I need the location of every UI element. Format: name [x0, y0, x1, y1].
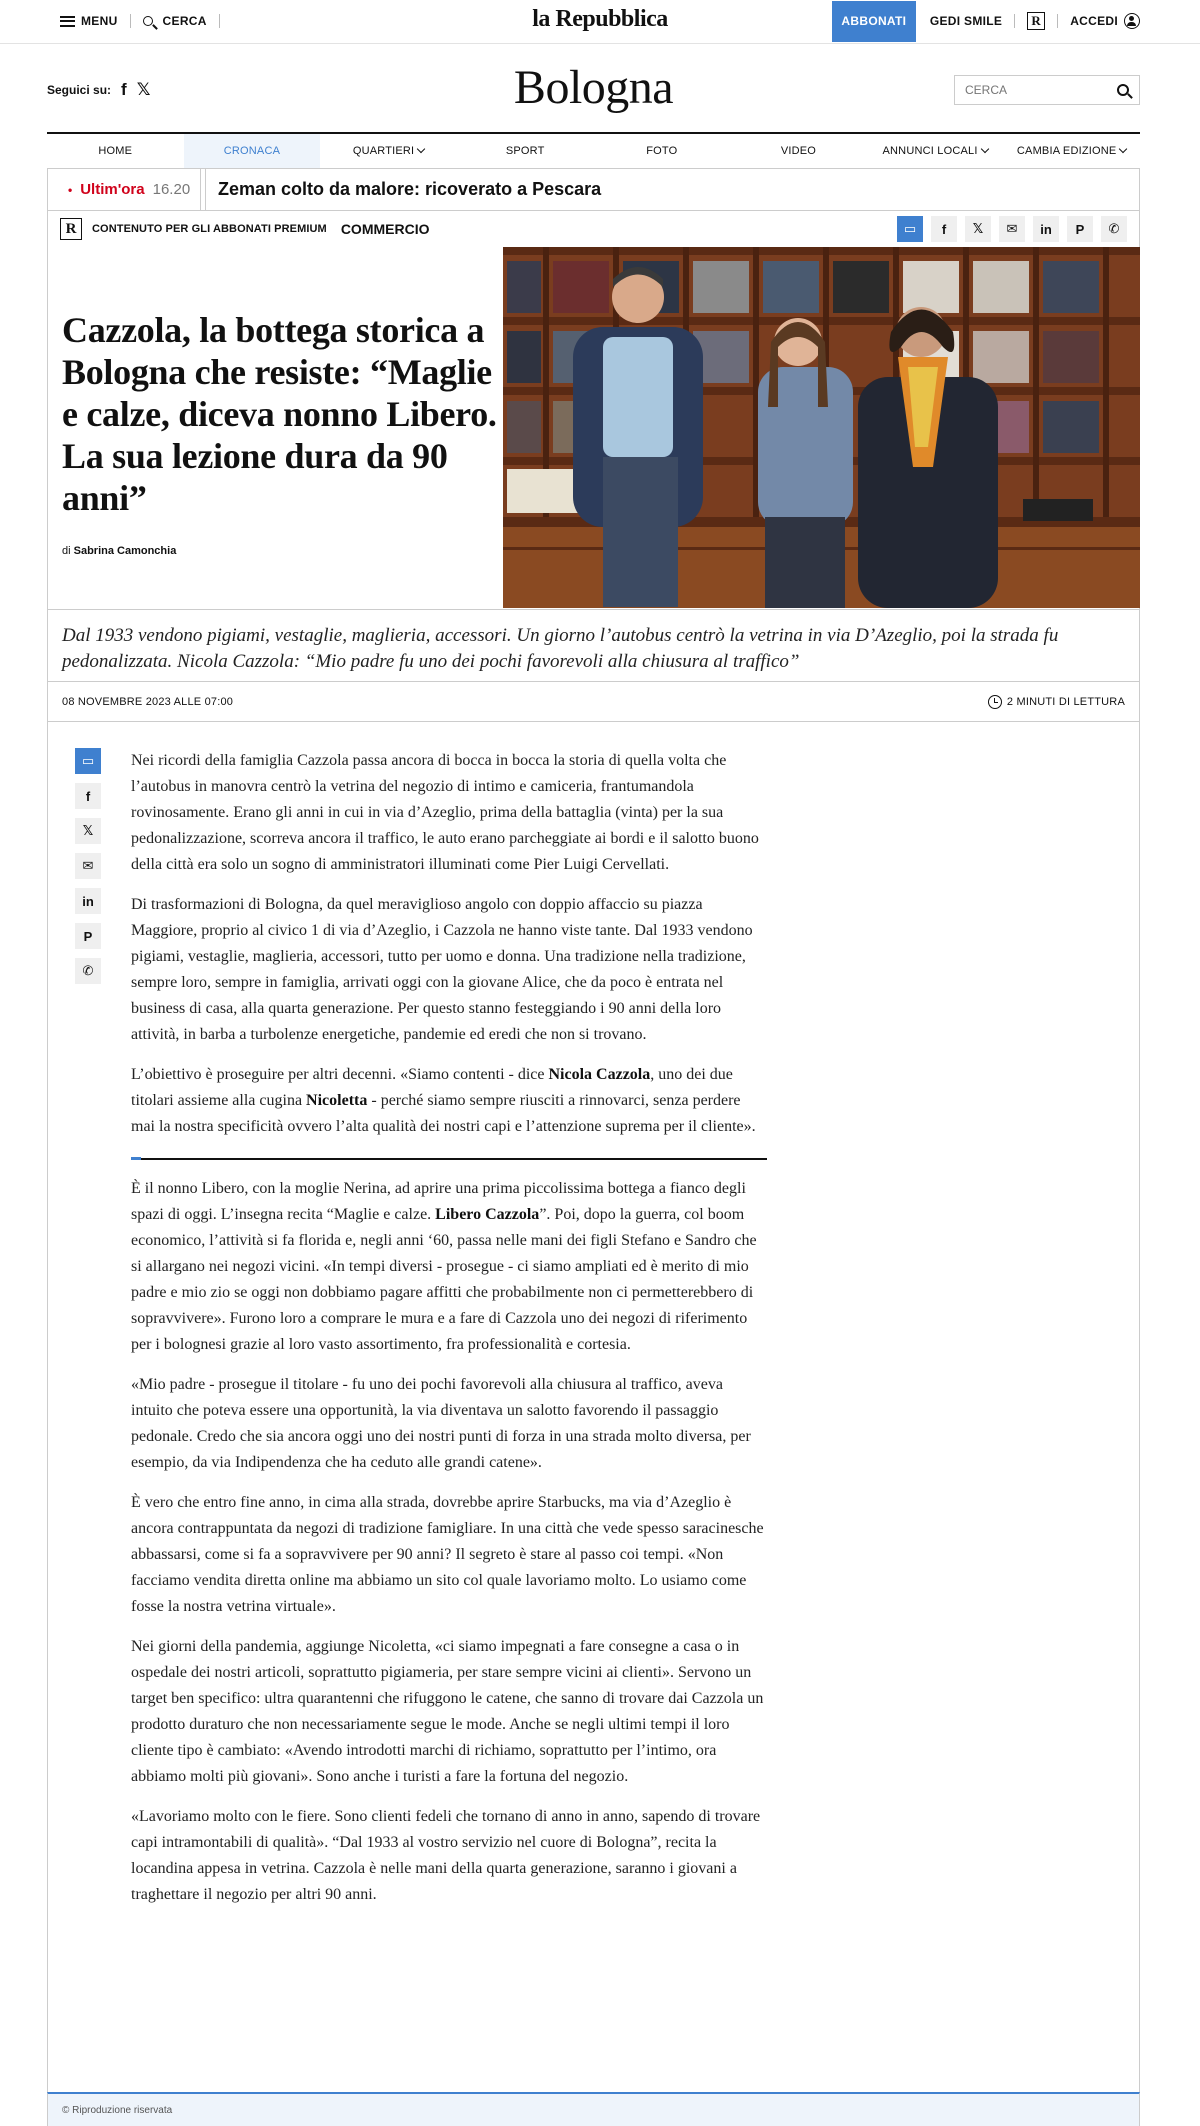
- nav-item-label: HOME: [98, 145, 133, 157]
- bold-name: Nicola Cazzola: [548, 1066, 651, 1083]
- search-icon: [143, 16, 153, 26]
- facebook-icon[interactable]: f: [931, 216, 957, 242]
- copyright-footer: [47, 2092, 1140, 2126]
- subscribe-button[interactable]: ABBONATI: [832, 1, 916, 42]
- search-icon[interactable]: [1117, 84, 1129, 96]
- text-run: L’obiettivo è proseguire per altri decenni. «Siamo contenti - dice: [131, 1066, 549, 1083]
- paragraph: [131, 1062, 767, 1140]
- search-input[interactable]: [965, 83, 1105, 97]
- whatsapp-icon[interactable]: ✆: [1101, 216, 1127, 242]
- comment-icon[interactable]: ▭: [75, 748, 101, 774]
- publish-date: 08 NOVEMBRE 2023 ALLE 07:00: [62, 695, 234, 708]
- nav-item-label: VIDEO: [780, 145, 817, 157]
- nav-item-label: CAMBIA EDIZIONE: [1016, 145, 1117, 157]
- category-link[interactable]: COMMERCIO: [340, 221, 430, 237]
- breaking-headline[interactable]: Zeman colto da malore: ricoverato a Pescara: [205, 169, 1139, 210]
- paragraph: Nei giorni della pandemia, aggiunge Nicoletta, «ci siamo impegnati a fare consegne a casa o in ospedale dei nostri articoli, soprattutto pigiameria, per stare sempre vicini ai clienti». Servono un target ben specifico: ultra quarantenni che rifuggono le catene, che sanno di trovare dai Cazzola un prodotto duraturo che non necessariamente segue le mode. Anche se negli ultimi tempi il loro cliente tipo è cambiato: «Avendo introdotti marchi di richiamo, soprattutto per l’intimo, ora abbiamo molti più giovani». Sono anche i turisti a fare la fortuna del negozio.: [131, 1638, 764, 1785]
- whatsapp-icon[interactable]: ✆: [75, 958, 101, 984]
- text-run: È il nonno Libero, con la moglie Nerina, ad aprire una prima piccolissima bottega a fianco degli spazi di oggi. L’insegna recita “Maglie e calze.: [131, 1180, 746, 1223]
- date-bar: [47, 681, 1140, 722]
- linkedin-icon[interactable]: in: [1033, 216, 1059, 242]
- paragraph: [131, 1176, 767, 1358]
- divider: [130, 14, 131, 28]
- breaking-label-text: Ultim'ora: [80, 181, 145, 198]
- mail-icon[interactable]: ✉: [999, 216, 1025, 242]
- top-search-button[interactable]: [143, 14, 207, 28]
- article-headline: Cazzola, la bottega storica a Bologna che resiste: “Maglie e calze, diceva nonno Libero. La sua lezione dura da 90 anni”: [62, 310, 497, 518]
- top-search-label: CERCA: [162, 14, 207, 28]
- paragraph: È vero che entro fine anno, in cima alla strada, dovrebbe aprire Starbucks, ma via d’Azeglio è ancora contrappuntata da negozi di tradizione famigliare. In una città che vede spesso saracinesche abbassarsi, come si fa a sopravvivere per 90 anni? Il segreto è stare al passo coi tempi. «Non facciamo vendita diretta online ma abbiamo un sito col quale lavoriamo molto. Lo usiamo come fosse la nostra vetrina virtuale».: [131, 1494, 764, 1615]
- chevron-down-icon: [980, 145, 988, 153]
- nav-item-cronaca[interactable]: [184, 134, 321, 168]
- premium-strip: [47, 211, 1140, 247]
- reading-time-label: 2 MINUTI DI LETTURA: [1006, 695, 1125, 708]
- chevron-down-icon: [1119, 145, 1127, 153]
- nav-item-label: ANNUNCI LOCALI: [882, 145, 978, 157]
- text-run: ”. Poi, dopo la guerra, col boom economico, l’attività si fa florida e, negli anni ‘60, passa nelle mani dei figli Stefano e Sandro che si allargano nei negozi vicini. «In tempi diversi - prosegue - ci siamo ampliati ed è merito di mio padre e mio zio se oggi non dobbiamo pagare affitti che probabilmente non ci permetterebbero di sopravvivere». Furono loro a comprare le mura e a fare di Cazzola uno dei negozi di riferimento per i bolognesi grazie al loro vasto assortimento, fra professionalità e cortesia.: [131, 1206, 757, 1353]
- top-bar-right: [832, 0, 1140, 42]
- share-toolbar: [897, 216, 1127, 242]
- bold-name: Nicoletta: [306, 1092, 368, 1109]
- article-summary: Dal 1933 vendono pigiami, vestaglie, maglieria, accessori. Un giorno l’autobus centrò la vetrina in via D’Azeglio, poi la strada fu pedonalizzata. Nicola Cazzola: “Mio padre fu uno dei pochi favorevoli alla chiusura al traffico”: [62, 625, 1059, 672]
- x-icon[interactable]: 𝕏: [965, 216, 991, 242]
- breaking-time: 16.20: [152, 181, 191, 198]
- summary-box: [47, 609, 1140, 681]
- article-text: [131, 748, 767, 1922]
- top-bar: [0, 0, 1200, 44]
- nav-item-home[interactable]: [47, 134, 184, 168]
- facebook-icon[interactable]: f: [121, 80, 127, 99]
- section-divider: [131, 1158, 767, 1160]
- chevron-down-icon: [417, 145, 425, 153]
- nav-item-quartieri[interactable]: [320, 134, 457, 168]
- paragraph: «Mio padre - prosegue il titolare - fu uno dei pochi favorevoli alla chiusura al traffico, aveva intuito che poteva essere una opportunità, la via diventava un salotto favorendo il passaggio pedonale. Credo che sia ancora oggi uno dei nostri punti di forza in una strada molto diversa, per esempio, da via Indipendenza che ha ceduto alle grandi catene».: [131, 1376, 751, 1471]
- menu-button[interactable]: [60, 14, 118, 28]
- paragraph: Nei ricordi della famiglia Cazzola passa ancora di bocca in bocca la storia di quella volta che l’autobus in manovra centrò la vetrina del negozio di intimo e camiceria, frantumandola rovinosamente. Erano gli anni in cui in via d’Azeglio, prima della battaglia (vinta) per la sua pedonalizzazione, scorreva ancora il traffico, le auto erano parcheggiate ai bordi e il salotto buono della città era solo un sogno di amministratori illuminati come Pier Luigi Cervellati.: [131, 752, 759, 873]
- bold-name: Libero Cazzola: [435, 1206, 540, 1223]
- nav-item-cambia-edizione[interactable]: [1003, 134, 1140, 168]
- x-icon[interactable]: 𝕏: [75, 818, 101, 844]
- mail-icon[interactable]: ✉: [75, 853, 101, 879]
- bullet-icon: •: [68, 182, 73, 197]
- premium-label: CONTENUTO PER GLI ABBONATI PREMIUM: [92, 223, 327, 235]
- gedi-smile-link[interactable]: GEDI SMILE: [929, 14, 1003, 28]
- side-share-toolbar: [75, 748, 101, 984]
- section-nav: [47, 132, 1140, 169]
- nav-item-label: SPORT: [505, 145, 545, 157]
- nav-item-label: FOTO: [646, 145, 678, 157]
- masthead: [47, 44, 1140, 132]
- divider: [1057, 14, 1058, 28]
- comment-icon[interactable]: ▭: [897, 216, 923, 242]
- byline: [62, 545, 176, 557]
- login-link[interactable]: ACCEDI: [1070, 14, 1118, 28]
- clock-icon: [988, 695, 1002, 709]
- follow-label: Seguici su:: [47, 83, 112, 97]
- repubblica-r-icon[interactable]: R: [1027, 12, 1045, 30]
- article-body-frame: [47, 722, 1140, 2092]
- copyright-text: © Riproduzione riservata: [62, 2104, 173, 2116]
- text-run: - perché siamo sempre riusciti a rinnovarci, senza perdere mai la nostra specificità ovvero l’alta qualità dei nostri capi e l’attenzione suprema per il cliente».: [131, 1092, 756, 1135]
- divider: [219, 14, 220, 28]
- pinterest-icon[interactable]: P: [75, 923, 101, 949]
- text-run: , uno dei due titolari assieme alla cugina: [131, 1066, 733, 1109]
- byline-prefix: di: [62, 545, 71, 557]
- x-icon[interactable]: 𝕏: [136, 80, 151, 99]
- paragraph: «Lavoriamo molto con le fiere. Sono clienti fedeli che tornano di anno in anno, sapendo di trovare capi intramontabili di qualità». “Dal 1933 al vostro servizio nel cuore di Bologna”, recita la locandina appesa in vetrina. Cazzola è nelle mani della quarta generazione, saranno i giovani a traghettare il negozio per altri 90 anni.: [131, 1808, 761, 1903]
- nav-item-label: QUARTIERI: [352, 145, 415, 157]
- facebook-icon[interactable]: f: [75, 783, 101, 809]
- site-logo[interactable]: la Repubblica: [532, 6, 668, 32]
- linkedin-icon[interactable]: in: [75, 888, 101, 914]
- nav-item-foto[interactable]: [594, 134, 731, 168]
- premium-r-icon: R: [60, 218, 82, 240]
- paragraph: Di trasformazioni di Bologna, da quel meraviglioso angolo con doppio affaccio su piazza Maggiore, proprio al civico 1 di via d’Azeglio, i Cazzola ne hanno viste tante. Dal 1933 vendono pigiami, vestaglie, maglieria, accessori, tutto per uomo e donna. Una tradizione nella tradizione, sempre loro, sempre in famiglia, arrivati oggi con la giovane Alice, che da poco è entrata nel business di casa, alla quarta generazione. Per questo stanno festeggiando i 90 anni della loro attività, in barba a turbolenze energetiche, pandemie ed eredi che non si trovano.: [131, 896, 753, 1043]
- hero-photo: [503, 247, 1140, 608]
- breaking-label: [48, 169, 201, 210]
- article-hero: [47, 247, 1140, 609]
- divider: [1014, 14, 1015, 28]
- reading-time: [988, 695, 1125, 709]
- pinterest-icon[interactable]: P: [1067, 216, 1093, 242]
- nav-item-video[interactable]: [730, 134, 867, 168]
- user-icon[interactable]: [1124, 13, 1140, 29]
- breaking-news-bar: [47, 169, 1140, 211]
- edition-title[interactable]: Bologna: [513, 61, 674, 114]
- shop-photo-illustration: [503, 247, 1140, 608]
- author-name[interactable]: Sabrina Camonchia: [73, 545, 177, 557]
- nav-item-label: CRONACA: [223, 145, 281, 157]
- top-bar-left: [60, 0, 232, 42]
- nav-item-sport[interactable]: [457, 134, 594, 168]
- menu-label: MENU: [81, 14, 118, 28]
- hamburger-icon: [60, 16, 75, 27]
- edition-search[interactable]: [954, 75, 1140, 105]
- nav-item-annunci-locali[interactable]: [867, 134, 1004, 168]
